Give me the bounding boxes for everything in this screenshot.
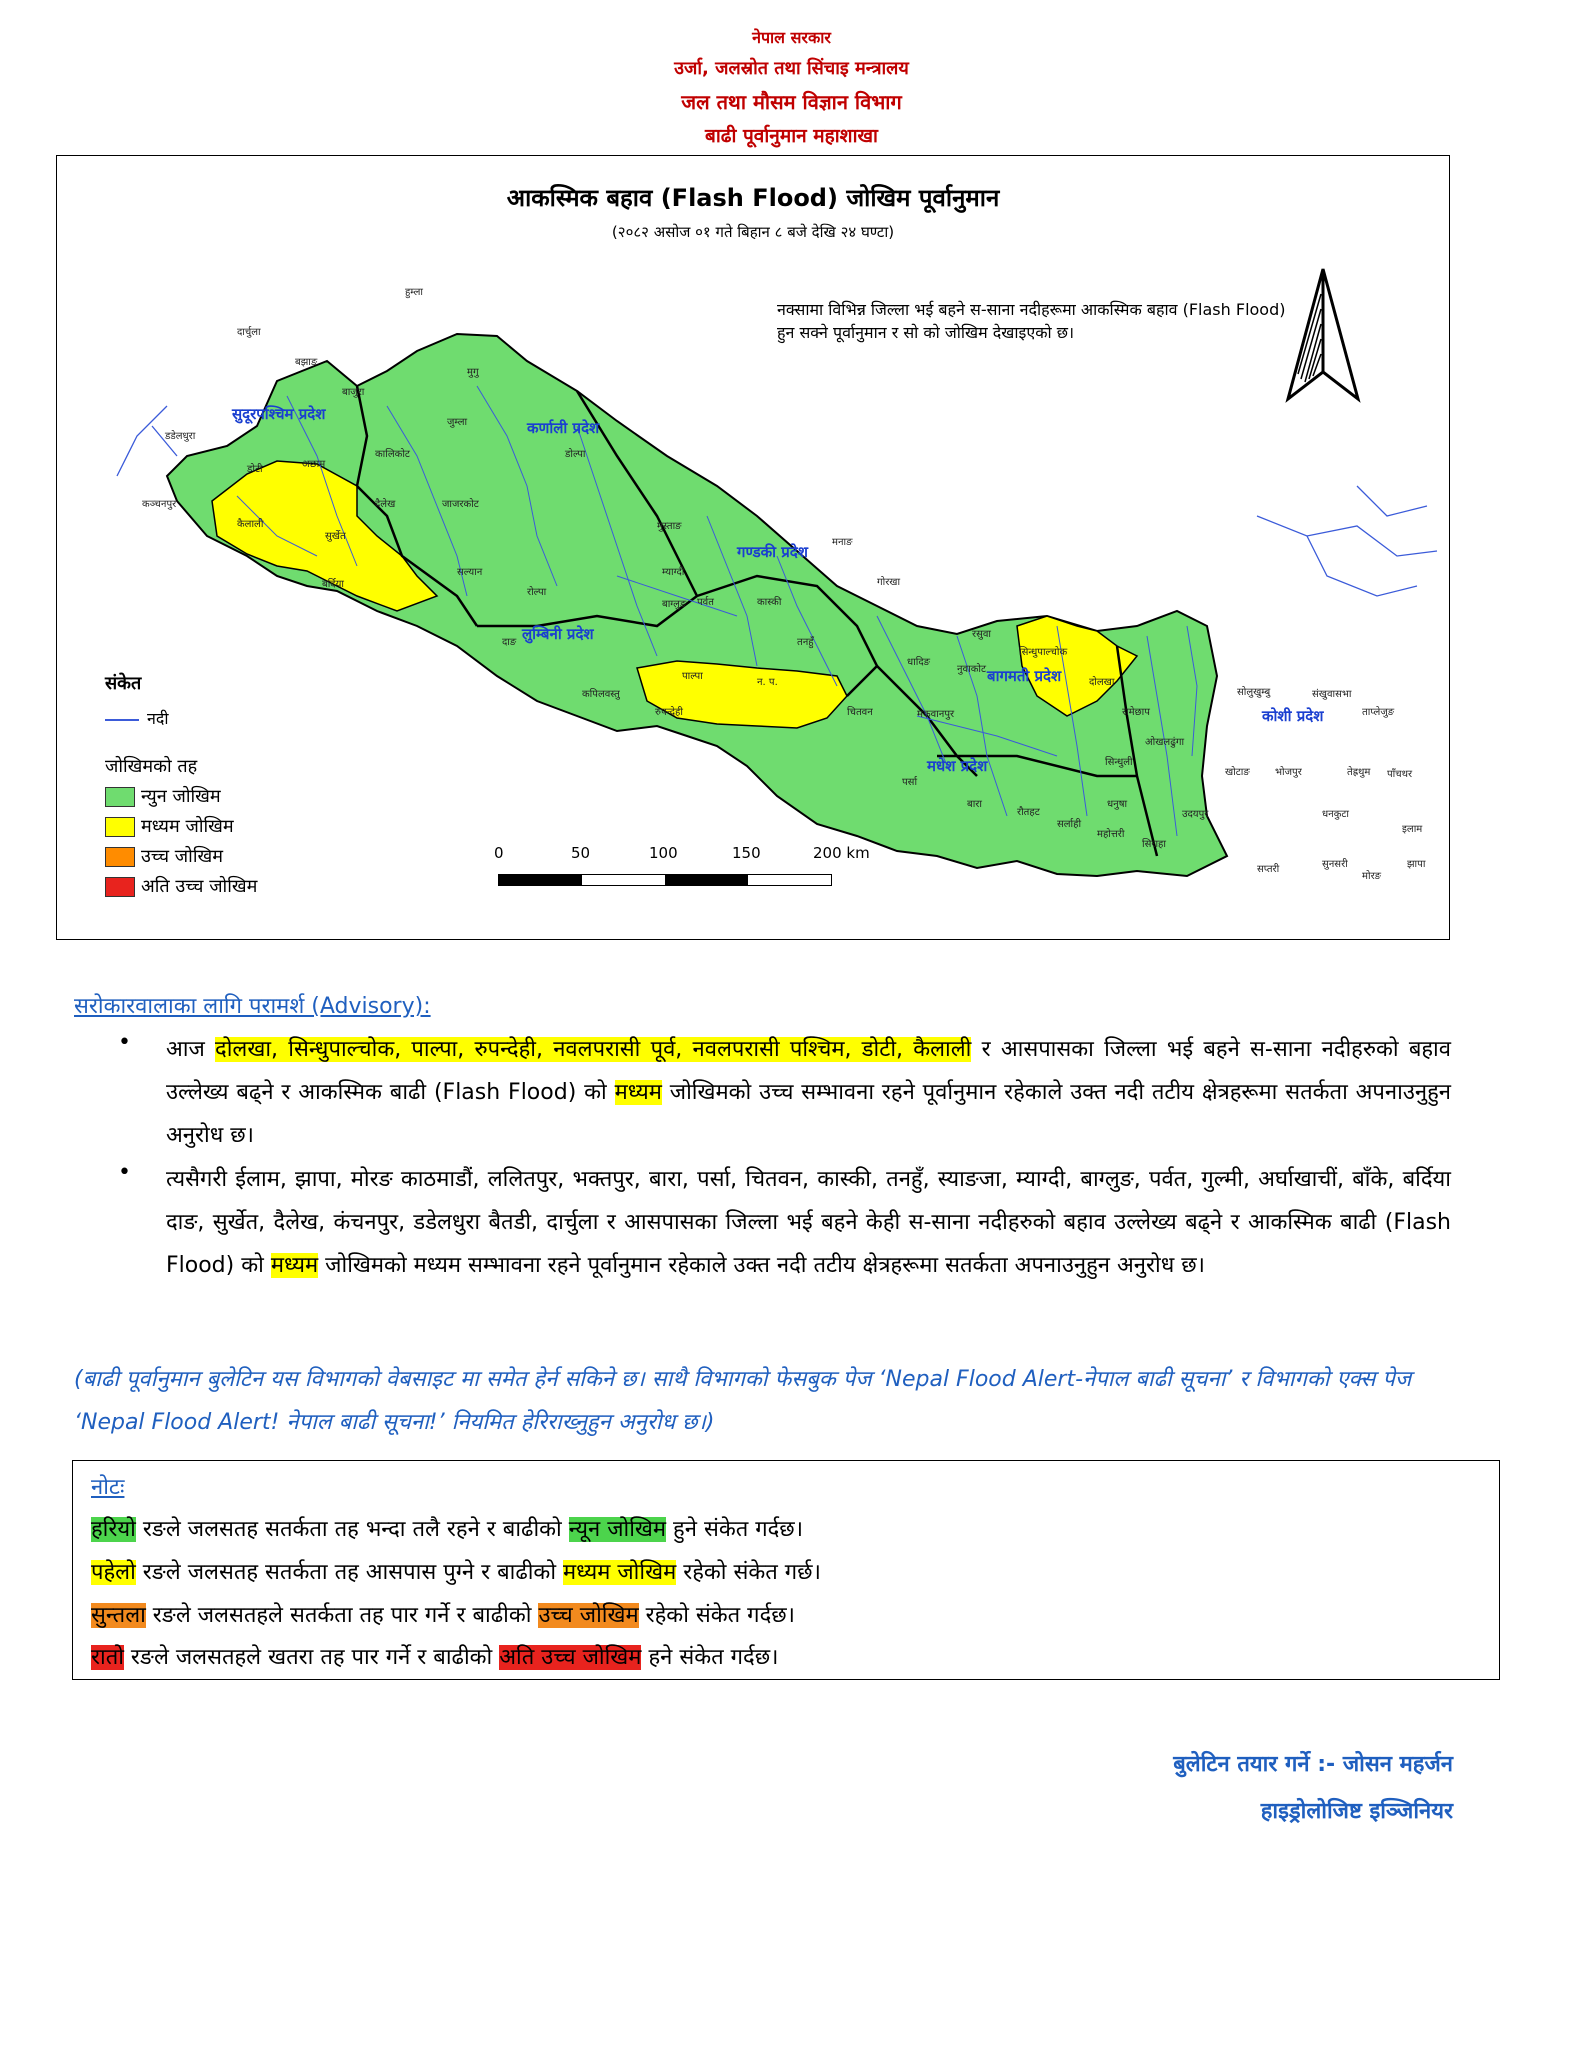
p2-tail: जोखिमको मध्यम सम्भावना रहने पूर्वानुमान रहेकाले उक्त नदी तटीय क्षेत्रहरूमा सतर्कता अपनाउनुहुन अनुरोध छ। — [318, 1253, 1205, 1278]
province-karnali: कर्णाली प्रदेश — [527, 419, 600, 437]
district-sarlahi: सर्लाही — [1057, 819, 1082, 830]
legend-item-very-high — [105, 874, 257, 898]
note-yellow — [91, 1556, 821, 1586]
note-green-text-a: रङले जलसतह सतर्कता तह भन्दा तलै रहने र बाढीको — [135, 1517, 569, 1542]
province-madhesh: मधेश प्रदेश — [927, 757, 988, 775]
district-khotang: खोटाङ — [1225, 767, 1250, 778]
district-saptari: सप्तरी — [1257, 864, 1280, 875]
district-terhathum: तेह्रथुम — [1347, 767, 1371, 778]
district-achham: अछाम — [302, 459, 326, 470]
district-doti: डोटी — [247, 464, 263, 475]
district-rolpa: रोल्पा — [527, 587, 547, 598]
district-panchthar: पाँचथर — [1387, 769, 1413, 780]
district-dolakha: दोलखा — [1089, 677, 1115, 688]
note-red-text-a: रङले जलसतहले खतरा तह पार गर्ने र बाढीको — [123, 1645, 500, 1670]
legend-swatch-high — [105, 847, 135, 867]
district-dang: दाङ — [502, 637, 517, 648]
district-jumla: जुम्ला — [447, 417, 468, 428]
website-note: (बाढी पूर्वानुमान बुलेटिन यस विभागको वेबसाइट मा समेत हेर्न सकिने छ। साथै विभागको फेसबुक पेज ‘Nepal Flood Alert-नेपाल बाढी सूचना’ र विभागको एक्स पेज ‘Nepal Flood Alert! नेपाल बाढी सूचना!’ नियमित हेरिराख्नुहुन अनुरोध छ।) — [74, 1367, 1412, 1435]
district-nuwakot: नुवाकोट — [957, 664, 987, 675]
district-parbat: पर्वत — [697, 597, 714, 608]
district-bajura: बाजुरा — [342, 387, 365, 398]
district-jajarkot: जाजरकोट — [442, 499, 479, 510]
advisory-heading: सरोकारवालाका लागि परामर्श (Advisory): — [74, 994, 431, 1019]
legend-label-medium: मध्यम जोखिम — [141, 816, 234, 837]
district-mugu: मुगु — [467, 367, 479, 378]
district-rupandehi: रुपन्देही — [655, 707, 683, 718]
district-solukhumbu: सोलुखुम्बु — [1237, 687, 1271, 698]
province-bagmati: बागमती प्रदेश — [987, 667, 1062, 685]
district-ramechhap: रामेछाप — [1122, 707, 1150, 718]
district-jhapa: झापा — [1407, 859, 1426, 870]
district-manang: मनाङ — [832, 537, 853, 548]
p1-level-highlight: मध्यम — [614, 1080, 662, 1105]
district-sindhupalchok: सिन्धुपाल्चोक — [1019, 647, 1068, 658]
district-tanahu: तनहुँ — [797, 637, 814, 648]
prepared-by: बुलेटिन तयार गर्ने :- जोसन महर्जन — [1173, 1752, 1453, 1777]
legend-label-high: उच्च जोखिम — [141, 846, 223, 867]
district-sindhuli: सिन्धुली — [1105, 757, 1133, 768]
district-okhaldhunga: ओखलढुंगा — [1145, 737, 1185, 748]
map-subtitle: (२०८२ असोज ०१ गते बिहान ८ बजे देखि २४ घण्टा) — [611, 223, 895, 241]
note-orange-level: उच्च जोखिम — [538, 1603, 639, 1628]
note-red-color: रातो — [91, 1645, 124, 1670]
legend-label-low: न्युन जोखिम — [141, 786, 221, 807]
district-kalikot: कालिकोट — [375, 449, 410, 460]
district-kaski: कास्की — [757, 597, 782, 608]
district-palpa: पाल्पा — [682, 671, 703, 682]
scale-tick-0: 0 — [494, 844, 504, 862]
scale-tick-100: 100 — [649, 844, 678, 862]
legend-level-title: जोखिमको तह — [105, 756, 198, 777]
district-mustang: मुस्ताङ — [657, 521, 682, 532]
district-baglung: बाग्लुङ — [662, 599, 687, 610]
bullet-icon: • — [118, 1030, 131, 1055]
district-darchula: दार्चुला — [237, 327, 261, 338]
district-dhankuta: धनकुटा — [1322, 809, 1350, 820]
advisory-paragraph-1 — [166, 1028, 1451, 1157]
legend-item-low — [105, 784, 221, 808]
p2-level-highlight: मध्यम — [270, 1253, 319, 1278]
bullet-icon: • — [118, 1160, 131, 1185]
scale-tick-50: 50 — [571, 844, 591, 862]
legend-swatch-very-high — [105, 877, 135, 897]
note-red-text-b: हने संकेत गर्दछ। — [641, 1645, 779, 1670]
district-surkhet: सुर्खेत — [325, 531, 346, 542]
legend-item-high — [105, 844, 223, 868]
p1-lead: आज — [166, 1037, 216, 1062]
header-division: बाढी पूर्वानुमान महाशाखा — [705, 125, 878, 147]
district-kanchanpur: कञ्चनपुर — [142, 499, 177, 510]
note-green-text-b: हुने संकेत गर्दछ। — [666, 1517, 804, 1542]
header-government: नेपाल सरकार — [752, 28, 831, 47]
note-yellow-text-b: रहेको संकेत गर्छ। — [676, 1560, 821, 1585]
river-line-icon — [105, 719, 139, 721]
p2-lead: त्यसैगरी ईलाम, झापा, मोरङ काठमाडौं, ललितपुर, भक्तपुर, बारा, पर्सा, चितवन, कास्की, तनहुँ, स्याङजा, म्याग्दी, बाग्लुङ, पर्वत, गुल्मी, अर्घाखाचीं, बाँके, बर्दिया दाङ, सुर्खेत, दैलेख, कंचनपुर, डडेलधुरा बैतडी, दार्चुला र आसपासका जिल्ला भई बहने केही स-साना नदीहरुको बहाव उल्लेख्य बढ्ने र आकस्मिक बाढी (Flash Flood) को — [166, 1167, 1451, 1278]
district-sunsari: सुनसरी — [1322, 859, 1348, 870]
legend-label-very-high: अति उच्च जोखिम — [141, 876, 258, 897]
district-udayapur: उदयपुर — [1182, 809, 1209, 820]
scale-bar — [498, 874, 832, 886]
header-department: जल तथा मौसम विज्ञान विभाग — [681, 90, 902, 114]
district-bardiya: बर्दिया — [322, 579, 344, 590]
district-salyan: सल्यान — [457, 567, 483, 578]
district-mahottari: महोत्तरी — [1097, 829, 1125, 840]
district-dadeldhura: डडेलधुरा — [165, 431, 196, 442]
district-ilam: इलाम — [1402, 824, 1423, 835]
p1-districts-highlight: दोलखा, सिन्धुपाल्चोक, पाल्पा, रुपन्देही, नवलपरासी पूर्व, नवलपरासी पश्चिम, डोटी, कैलाली — [215, 1037, 972, 1062]
district-taplejung: ताप्लेजुङ — [1362, 707, 1395, 718]
scale-tick-150: 150 — [732, 844, 761, 862]
note-orange — [91, 1599, 795, 1629]
map-title: आकस्मिक बहाव (Flash Flood) जोखिम पूर्वानुमान — [506, 184, 1000, 212]
map-note: नक्सामा विभिन्न जिल्ला भई बहने स-साना नदीहरूमा आकस्मिक बहाव (Flash Flood) हुन सक्ने पूर्वानुमान र सो को जोखिम देखाइएको छ। — [777, 300, 1286, 342]
scale-tick-200: 200 km — [813, 844, 870, 862]
district-bajhang: बझाङ — [295, 357, 318, 368]
note-yellow-color: पहेलो — [91, 1560, 136, 1585]
legend-title: संकेत — [105, 673, 142, 694]
district-myagdi: म्याग्दी — [662, 567, 685, 578]
note-yellow-text-a: रङले जलसतह सतर्कता तह आसपास पुग्ने र बाढीको — [135, 1560, 564, 1585]
province-lumbini: लुम्बिनी प्रदेश — [522, 625, 594, 643]
note-green-level: न्यून जोखिम — [568, 1517, 667, 1542]
legend-swatch-medium — [105, 817, 135, 837]
district-siraha: सिराहा — [1142, 839, 1166, 850]
district-sankhuwasabha: संखुवासभा — [1312, 689, 1352, 700]
header-ministry: उर्जा, जलस्रोत तथा सिंचाइ मन्त्रालय — [674, 58, 909, 79]
district-kapilvastu: कपिलवस्तु — [582, 689, 620, 700]
notes-title: नोटः — [91, 1475, 125, 1500]
district-morang: मोरङ — [1362, 871, 1382, 882]
district-dolpa: डोल्पा — [565, 449, 586, 460]
district-dhanusha: धनुषा — [1107, 799, 1128, 810]
district-bara: बारा — [967, 799, 982, 810]
legend-river-label: नदी — [147, 709, 169, 728]
province-koshi: कोशी प्रदेश — [1262, 707, 1324, 725]
district-kailali: कैलाली — [237, 519, 264, 530]
note-orange-color: सुन्तला — [91, 1603, 146, 1628]
district-nawalparasi: न. प. — [757, 677, 778, 688]
district-rautahat: रौतहट — [1017, 807, 1040, 818]
note-yellow-level: मध्यम जोखिम — [563, 1560, 677, 1585]
district-parsa: पर्सा — [902, 777, 918, 788]
district-gorkha: गोरखा — [877, 577, 901, 588]
district-dhading: धादिङ — [907, 657, 931, 668]
notes-box — [72, 1460, 1500, 1680]
district-bhojpur: भोजपुर — [1275, 767, 1302, 778]
district-humla: हुम्ला — [405, 287, 423, 298]
note-orange-text-b: रहेको संकेत गर्दछ। — [638, 1603, 796, 1628]
legend-swatch-low — [105, 787, 135, 807]
province-sudurpaschim: सुदूरपश्चिम प्रदेश — [232, 405, 326, 423]
flood-risk-map — [56, 155, 1450, 940]
province-gandaki: गण्डकी प्रदेश — [737, 543, 808, 561]
district-dailekh: दैलेख — [375, 499, 396, 510]
legend-river — [105, 707, 169, 729]
district-makwanpur: मकवानपुर — [917, 709, 955, 720]
p1-mid: र आसपासका जिल्ला भई बहने स-साना नदीहरुको बहाव उल्लेख्य बढ्ने र आकस्मिक बाढी (Flash Flood) को — [166, 1037, 1451, 1105]
district-rasuwa: रसुवा — [972, 629, 991, 640]
note-green — [91, 1513, 803, 1543]
p1-tail: जोखिमको उच्च सम्भावना रहने पूर्वानुमान रहेकाले उक्त नदी तटीय क्षेत्रहरूमा सतर्कता अपनाउनुहुन अनुरोध छ। — [166, 1080, 1451, 1148]
district-chitwan: चितवन — [847, 707, 873, 718]
legend-item-medium — [105, 814, 234, 838]
advisory-paragraph-2 — [166, 1158, 1451, 1287]
prepared-role: हाइड्रोलोजिष्ट इञ्जिनियर — [1260, 1799, 1453, 1824]
note-red-level: अति उच्च जोखिम — [499, 1645, 642, 1670]
note-green-color: हरियो — [91, 1517, 136, 1542]
north-arrow-icon — [1283, 264, 1363, 404]
note-red — [91, 1641, 778, 1671]
note-orange-text-a: रङले जलसतहले सतर्कता तह पार गर्ने र बाढीको — [145, 1603, 539, 1628]
